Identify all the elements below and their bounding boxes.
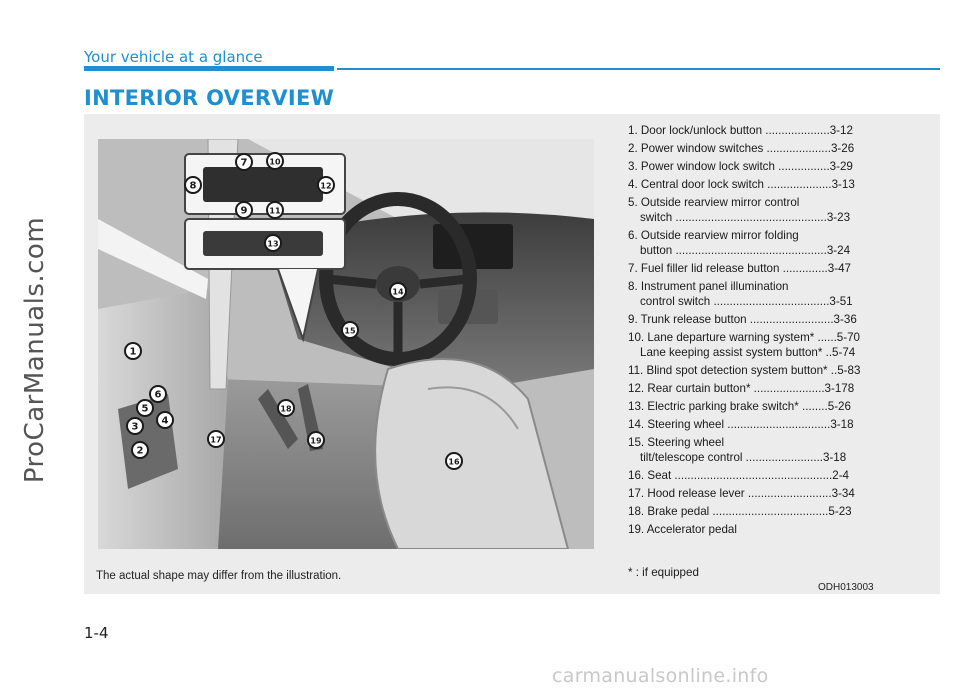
- index-item-line: 4. Central door lock switch ....................3-13: [628, 178, 855, 191]
- index-item-subline: button ...............................................3-24: [640, 244, 851, 257]
- index-item: [628, 330, 883, 360]
- index-item: [628, 141, 883, 156]
- index-item: [628, 417, 883, 432]
- callout-label: 10: [269, 157, 281, 167]
- header-rule-thin: [337, 68, 940, 70]
- callout-16: [446, 453, 462, 469]
- illustration-caption: The actual shape may differ from the illustration.: [96, 570, 342, 582]
- index-item-line: 3. Power window lock switch ................3-29: [628, 160, 853, 173]
- index-item: [628, 381, 883, 396]
- parking-brake-switch-panel: [203, 231, 323, 256]
- index-item: [628, 504, 883, 519]
- callout-9: [236, 202, 252, 218]
- index-item-line: 19. Accelerator pedal: [628, 523, 737, 536]
- callout-label: 17: [210, 435, 222, 445]
- callout-18: [278, 400, 294, 416]
- interior-drawing: [98, 139, 594, 549]
- callout-4: [157, 412, 173, 428]
- index-item: [628, 363, 883, 378]
- page-title: INTERIOR OVERVIEW: [84, 86, 335, 110]
- index-item-line: 11. Blind spot detection system button* ..5-83: [628, 364, 861, 377]
- side-watermark-text: ProCarManuals.com: [20, 216, 50, 484]
- callout-label: 1: [129, 346, 137, 358]
- callout-5: [137, 400, 153, 416]
- index-item-line: 17. Hood release lever ..........................3-34: [628, 487, 855, 500]
- header-rule-thick: [84, 66, 334, 71]
- callout-label: 7: [240, 157, 248, 169]
- callout-1: [125, 343, 141, 359]
- index-item: [628, 228, 883, 258]
- index-item-line: 15. Steering wheel: [628, 436, 725, 449]
- index-item: [628, 312, 883, 327]
- interior-illustration: [98, 139, 594, 549]
- callout-label: 9: [240, 205, 248, 217]
- index-item-line: 12. Rear curtain button* ......................3-178: [628, 382, 855, 395]
- callout-label: 4: [161, 415, 169, 427]
- index-item-subline: Lane keeping assist system button* ..5-74: [640, 346, 856, 359]
- index-item: [628, 195, 883, 225]
- callout-label: 6: [154, 389, 162, 401]
- callout-19: [308, 432, 324, 448]
- index-item-subline: tilt/telescope control ........................3-18: [640, 451, 847, 464]
- index-item-line: 10. Lane departure warning system* ......5-70: [628, 331, 861, 344]
- index-item: [628, 177, 883, 192]
- callout-6: [150, 386, 166, 402]
- index-item-line: 1. Door lock/unlock button ....................3-12: [628, 124, 853, 137]
- index-item-line: 5. Outside rearview mirror control: [628, 196, 800, 209]
- callout-7: [236, 154, 252, 170]
- callout-label: 2: [136, 445, 144, 457]
- callout-10: [267, 153, 283, 169]
- callout-15: [342, 322, 358, 338]
- callout-2: [132, 442, 148, 458]
- callout-label: 16: [448, 457, 460, 467]
- callout-3: [127, 418, 143, 434]
- index-item-line: 14. Steering wheel ................................3-18: [628, 418, 854, 431]
- callout-17: [208, 431, 224, 447]
- switch-cluster: [203, 167, 323, 202]
- callout-12: [318, 177, 334, 193]
- callout-label: 5: [141, 403, 149, 415]
- callout-label: 12: [320, 181, 332, 191]
- callout-label: 18: [280, 404, 292, 414]
- page-number: 1-4: [84, 624, 109, 642]
- callout-14: [390, 283, 406, 299]
- callout-label: 8: [189, 180, 197, 192]
- index-item-line: 7. Fuel filler lid release button ..............3-47: [628, 262, 851, 275]
- index-item-line: 9. Trunk release button ..........................3-36: [628, 313, 857, 326]
- callout-label: 3: [131, 421, 139, 433]
- index-item-line: 6. Outside rearview mirror folding: [628, 229, 799, 242]
- figure-code: ODH013003: [818, 582, 874, 593]
- index-item: [628, 486, 883, 501]
- index-item-line: 13. Electric parking brake switch* ........5-26: [628, 400, 851, 413]
- index-item: [628, 399, 883, 414]
- index-item: [628, 468, 883, 483]
- index-item-subline: control switch ....................................3-51: [640, 295, 853, 308]
- footnote: * : if equipped: [628, 566, 699, 579]
- callout-13: [265, 235, 281, 251]
- index-item-line: 8. Instrument panel illumination: [628, 280, 789, 293]
- index-item: [628, 159, 883, 174]
- callout-11: [267, 202, 283, 218]
- callout-label: 15: [344, 326, 356, 336]
- index-item: [628, 279, 883, 309]
- section-header: Your vehicle at a glance: [84, 48, 263, 66]
- index-item: [628, 522, 883, 537]
- callout-label: 19: [310, 436, 322, 446]
- bottom-watermark: carmanualsonline.info: [552, 665, 769, 687]
- index-item-line: 2. Power window switches ....................3-26: [628, 142, 855, 155]
- callout-label: 13: [267, 239, 279, 249]
- index-item-line: 18. Brake pedal ....................................5-23: [628, 505, 852, 518]
- component-index-list: [628, 123, 883, 540]
- index-item-line: 16. Seat .................................................2-4: [628, 469, 850, 482]
- side-watermark: [10, 130, 60, 570]
- callout-label: 14: [392, 287, 404, 297]
- index-item: [628, 261, 883, 276]
- callout-label: 11: [269, 206, 281, 216]
- index-item: [628, 435, 883, 465]
- index-item-subline: switch ...............................................3-23: [640, 211, 851, 224]
- index-item: [628, 123, 883, 138]
- callout-8: [185, 177, 201, 193]
